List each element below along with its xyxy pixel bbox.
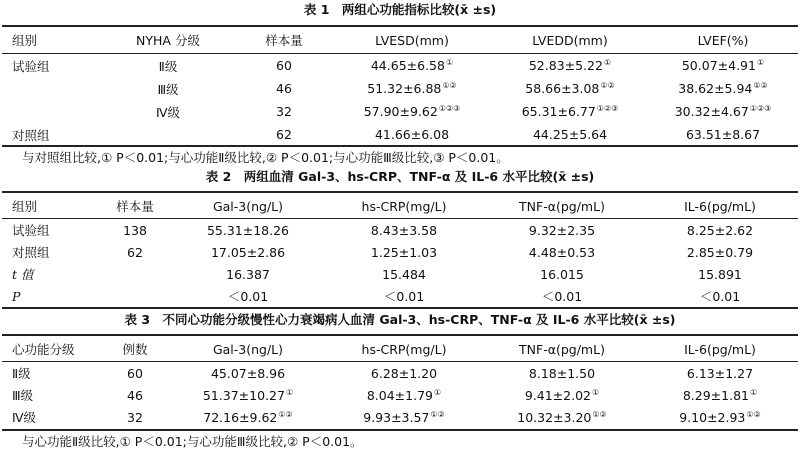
cell-value: 6.28±1.20 — [370, 365, 438, 381]
cell-il6: 2.85±0.79 — [686, 244, 754, 260]
cell-group: 对照组 — [12, 127, 50, 143]
table3-header-row — [2, 336, 798, 362]
cell-mark: ①② — [600, 81, 615, 90]
cell-gal3: 17.05±2.86 — [210, 244, 286, 260]
cell-mark: ① — [445, 58, 454, 67]
cell-value: 63.51±8.67 — [685, 127, 761, 142]
cell-grade: Ⅲ级 — [12, 388, 34, 403]
cell-group — [2, 77, 100, 100]
cell-n — [100, 285, 170, 307]
cell-lvef — [648, 100, 798, 123]
table3-bottom-rule — [2, 429, 798, 431]
table2-caption: 表 2 两组血清 Gal-3、hs-CRP、TNF-α 及 IL-6 水平比较(x̄ ±s) — [205, 169, 595, 184]
cell-stat-label — [2, 285, 100, 307]
cell-gal3 — [170, 406, 326, 428]
cell-value: 9.93±3.57 — [363, 409, 430, 425]
cell-tnf: 9.32±2.35 — [528, 222, 596, 238]
table1-header-lvedd: LVEDD(mm) — [532, 32, 608, 48]
table1-body — [2, 54, 798, 146]
cell-value: 38.62±5.94 — [678, 81, 753, 96]
cell-n: 32 — [276, 104, 292, 119]
cell-grade: Ⅲ级 — [157, 81, 179, 97]
cell-grade: Ⅳ级 — [12, 410, 37, 425]
cell-mark: ①②③ — [749, 104, 772, 113]
cell-tnf: 16.015 — [540, 266, 584, 282]
cell-mark: ①② — [278, 409, 293, 419]
cell-crp — [326, 406, 482, 428]
cell-value: 57.90±9.62 — [363, 104, 438, 119]
table3-header — [2, 336, 798, 362]
table2-header-gal3: Gal-3(ng/L) — [212, 198, 284, 214]
table1-header-row — [2, 27, 798, 53]
cell-mark: ① — [591, 387, 600, 397]
cell-mark: ① — [756, 58, 765, 67]
cell-il6: 15.891 — [698, 266, 742, 282]
cell-mark: ①②③ — [438, 104, 461, 113]
cell-grade: Ⅱ级 — [12, 366, 31, 381]
cell-n: 60 — [276, 58, 292, 73]
cell-n: 46 — [276, 81, 292, 96]
cell-lvef — [648, 77, 798, 100]
cell-lvesd — [332, 100, 492, 123]
cell-value: 58.66±3.08 — [525, 81, 600, 96]
table-row — [2, 384, 798, 406]
cell-lvesd — [332, 77, 492, 100]
cell-group: 试验组 — [12, 223, 50, 238]
cell-value: 51.32±6.88 — [367, 81, 442, 96]
table3-header-n: 例数 — [122, 342, 148, 357]
cell-group: 对照组 — [12, 245, 50, 260]
cell-mark: ① — [749, 387, 758, 397]
cell-mark: ① — [285, 387, 294, 397]
cell-crp: 8.43±3.58 — [370, 222, 438, 238]
table3-header-gal3: Gal-3(ng/L) — [212, 341, 284, 357]
cell-mark: ①② — [430, 409, 445, 419]
table3-header-crp: hs-CRP(mg/L) — [361, 341, 447, 357]
table-row — [2, 123, 798, 146]
p-value-label: P — [12, 288, 21, 304]
cell-value: 30.32±4.67 — [674, 104, 749, 119]
cell-n — [100, 263, 170, 285]
cell-mark: ①② — [746, 409, 761, 419]
cell-gal3: 55.31±18.26 — [206, 222, 290, 238]
cell-gal3 — [170, 362, 326, 384]
table1-header-nyha: NYHA 分级 — [136, 33, 200, 48]
table-row — [2, 54, 798, 77]
table-row — [2, 285, 798, 307]
cell-crp: ＜0.01 — [383, 289, 425, 304]
cell-value: 45.07±8.96 — [210, 365, 286, 381]
table1-header-n: 样本量 — [265, 33, 303, 48]
cell-value: 50.07±4.91 — [681, 58, 756, 73]
table1-header-lvef: LVEF(%) — [697, 32, 749, 48]
table3-header-tnf: TNF-α(pg/mL) — [519, 341, 605, 357]
cell-tnf — [482, 384, 642, 406]
cell-il6 — [642, 406, 798, 428]
table2-header-il6: IL-6(pg/mL) — [684, 198, 756, 214]
cell-gal3 — [170, 384, 326, 406]
cell-stat-label — [2, 263, 100, 285]
table-row — [2, 263, 798, 285]
cell-lvedd — [492, 100, 648, 123]
table-row — [2, 362, 798, 384]
table3-note: 与心功能Ⅱ级比较,① P＜0.01;与心功能Ⅲ级比较,② P＜0.01。 — [22, 434, 363, 449]
cell-mark: ①②③ — [596, 104, 619, 113]
table-row — [2, 219, 798, 241]
cell-lvesd — [332, 54, 492, 77]
cell-n: 138 — [123, 222, 147, 238]
cell-crp: 15.484 — [382, 266, 426, 282]
cell-grade: Ⅱ级 — [158, 58, 178, 74]
cell-tnf: 4.48±0.53 — [528, 244, 596, 260]
cell-mark: ①② — [442, 81, 457, 90]
cell-il6 — [642, 362, 798, 384]
cell-lvef — [648, 54, 798, 77]
table1-bottom-rule — [2, 145, 798, 147]
cell-n: 32 — [127, 409, 143, 425]
cell-mark: ① — [433, 387, 442, 397]
cell-mark: ①② — [753, 81, 768, 90]
cell-crp — [326, 384, 482, 406]
table3-body — [2, 362, 798, 428]
cell-mark: ①② — [592, 409, 607, 419]
cell-value: 9.10±2.93 — [679, 409, 746, 425]
t-value-label: t 值 — [12, 267, 34, 282]
table2-header-group: 组别 — [12, 199, 38, 214]
cell-lvef — [648, 123, 798, 146]
cell-lvedd — [492, 54, 648, 77]
cell-value: 8.18±1.50 — [528, 365, 596, 381]
cell-value: 65.31±6.77 — [521, 104, 596, 119]
cell-n: 62 — [276, 127, 292, 142]
cell-crp: 1.25±1.03 — [370, 244, 438, 260]
table2-body — [2, 219, 798, 307]
table1-caption: 表 1 两组心功能指标比较(x̄ ±s) — [303, 2, 497, 17]
cell-group: 试验组 — [12, 58, 50, 74]
cell-lvesd — [332, 123, 492, 146]
table-row — [2, 241, 798, 263]
cell-value: 44.65±6.58 — [370, 58, 445, 73]
cell-gal3: ＜0.01 — [227, 289, 269, 304]
cell-value: 52.83±5.22 — [528, 58, 603, 73]
table3-caption: 表 3 不同心功能分级慢性心力衰竭病人血清 Gal-3、hs-CRP、TNF-α 及 IL-6 水平比较(x̄ ±s) — [124, 312, 676, 327]
cell-value: 8.04±1.79 — [366, 387, 433, 403]
cell-value: 44.25±5.64 — [532, 127, 608, 142]
table2-header-tnf: TNF-α(pg/mL) — [519, 198, 605, 214]
cell-value: 6.13±1.27 — [686, 365, 754, 381]
table1-note: 与对照组比较,① P＜0.01;与心功能Ⅱ级比较,② P＜0.01;与心功能Ⅲ级比较,③ P＜0.01。 — [22, 150, 509, 165]
cell-grade: Ⅳ级 — [155, 104, 181, 120]
cell-value: 8.29±1.81 — [682, 387, 749, 403]
cell-il6 — [642, 384, 798, 406]
table-row — [2, 100, 798, 123]
cell-value: 41.66±6.08 — [374, 127, 450, 142]
cell-n: 60 — [127, 365, 143, 381]
cell-lvedd — [492, 123, 648, 146]
cell-crp — [326, 362, 482, 384]
cell-gal3: 16.387 — [226, 266, 270, 282]
cell-tnf: ＜0.01 — [541, 289, 583, 304]
cell-lvedd — [492, 77, 648, 100]
table-row — [2, 406, 798, 428]
table2-header-row — [2, 193, 798, 219]
cell-tnf — [482, 406, 642, 428]
cell-grade — [100, 123, 236, 146]
table3-header-grade: 心功能分级 — [12, 342, 75, 357]
cell-n: 62 — [127, 244, 143, 260]
table2-header — [2, 193, 798, 219]
cell-value: 10.32±3.20 — [517, 409, 592, 425]
table2-bottom-rule — [2, 307, 798, 309]
table1-header-lvesd: LVESD(mm) — [375, 32, 449, 48]
cell-mark: ① — [603, 58, 612, 67]
cell-il6: 8.25±2.62 — [686, 222, 754, 238]
table3-header-il6: IL-6(pg/mL) — [684, 341, 756, 357]
cell-tnf — [482, 362, 642, 384]
table2-header-crp: hs-CRP(mg/L) — [361, 198, 447, 214]
cell-value: 9.41±2.02 — [524, 387, 591, 403]
cell-group — [2, 100, 100, 123]
cell-il6: ＜0.01 — [699, 289, 741, 304]
table1-header-group: 组别 — [12, 33, 38, 48]
table2-header-n: 样本量 — [116, 199, 154, 214]
cell-value: 72.16±9.62 — [203, 409, 278, 425]
cell-n: 46 — [127, 387, 143, 403]
cell-value: 51.37±10.27 — [202, 387, 285, 403]
table-row — [2, 77, 798, 100]
